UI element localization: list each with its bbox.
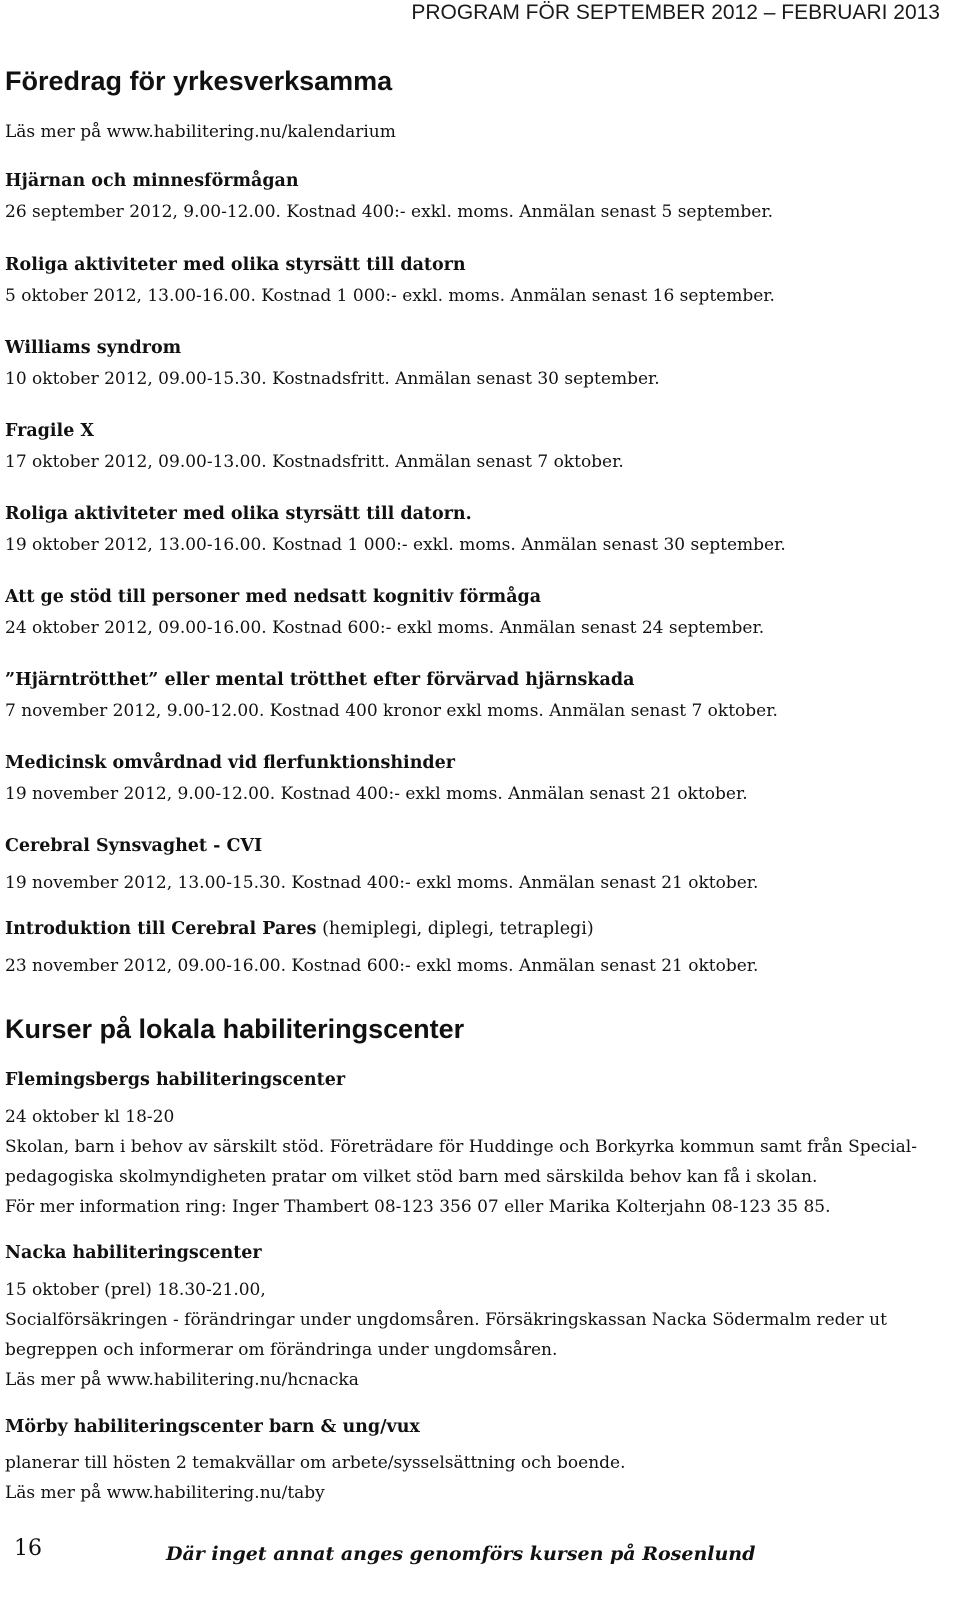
event-detail: 5 oktober 2012, 13.00-16.00. Kostnad 1 000:- exkl. moms. Anmälan senast 16 september. [5, 286, 775, 306]
event-title: Fragile X [5, 421, 95, 441]
event-title [5, 918, 594, 940]
center-line: 24 oktober kl 18-20 [5, 1107, 175, 1127]
center-line: Läs mer på www.habilitering.nu/taby [5, 1483, 325, 1503]
footer-note: Där inget annat anges genomförs kursen på Rosenlund [166, 1543, 756, 1565]
center-line: Socialförsäkringen - förändringar under ungdomsåren. Försäkringskassan Nacka Södermalm reder ut [5, 1310, 887, 1330]
center-name: Mörby habiliteringscenter barn & ung/vux [5, 1417, 420, 1437]
event-detail: 23 november 2012, 09.00-16.00. Kostnad 600:- exkl moms. Anmälan senast 21 oktober. [5, 956, 759, 976]
event-detail: 7 november 2012, 9.00-12.00. Kostnad 400 kronor exkl moms. Anmälan senast 7 oktober. [5, 701, 778, 721]
calendar-link-text: Läs mer på www.habilitering.nu/kalendarium [5, 122, 396, 142]
event-title: Williams syndrom [5, 338, 182, 358]
center-line: Läs mer på www.habilitering.nu/hcnacka [5, 1370, 359, 1390]
event-detail: 19 november 2012, 9.00-12.00. Kostnad 400:- exkl moms. Anmälan senast 21 oktober. [5, 784, 748, 804]
event-title: Medicinsk omvårdnad vid flerfunktionshinder [5, 753, 456, 773]
center-line: pedagogiska skolmyndigheten pratar om vilket stöd barn med särskilda behov kan få i skolan. [5, 1167, 818, 1187]
event-detail: 17 oktober 2012, 09.00-13.00. Kostnadsfritt. Anmälan senast 7 oktober. [5, 452, 624, 472]
center-name: Flemingsbergs habiliteringscenter [5, 1070, 346, 1090]
event-title: Cerebral Synsvaghet - CVI [5, 836, 263, 856]
center-name: Nacka habiliteringscenter [5, 1243, 262, 1263]
section-heading-local-courses: Kurser på lokala habiliteringscenter [5, 1014, 465, 1044]
event-detail: 26 september 2012, 9.00-12.00. Kostnad 400:- exkl. moms. Anmälan senast 5 september. [5, 202, 773, 222]
event-detail: 24 oktober 2012, 09.00-16.00. Kostnad 600:- exkl moms. Anmälan senast 24 september. [5, 618, 765, 638]
section-heading-presentations: Föredrag för yrkesverksamma [5, 66, 393, 96]
event-detail: 19 oktober 2012, 13.00-16.00. Kostnad 1 000:- exkl. moms. Anmälan senast 30 september. [5, 535, 786, 555]
center-line: 15 oktober (prel) 18.30-21.00, [5, 1280, 266, 1300]
center-line: begreppen och informerar om förändringa under ungdomsåren. [5, 1340, 558, 1360]
event-title: Hjärnan och minnesförmågan [5, 171, 299, 191]
page-number: 16 [14, 1536, 42, 1561]
event-detail: 10 oktober 2012, 09.00-15.30. Kostnadsfritt. Anmälan senast 30 september. [5, 369, 660, 389]
event-title: ”Hjärntrötthet” eller mental trötthet efter förvärvad hjärnskada [5, 670, 635, 690]
center-line: För mer information ring: Inger Thambert 08-123 356 07 eller Marika Kolterjahn 08-123 35 85. [5, 1197, 831, 1217]
event-title: Roliga aktiviteter med olika styrsätt till datorn [5, 255, 466, 275]
page-header: PROGRAM FÖR SEPTEMBER 2012 – FEBRUARI 2013 [411, 1, 940, 24]
center-line: planerar till hösten 2 temakvällar om arbete/sysselsättning och boende. [5, 1453, 626, 1473]
event-title: Roliga aktiviteter med olika styrsätt till datorn. [5, 504, 472, 524]
center-line: Skolan, barn i behov av särskilt stöd. Företrädare för Huddinge och Borkyrka kommun samt från Special- [5, 1137, 917, 1157]
event-title: Att ge stöd till personer med nedsatt kognitiv förmåga [5, 587, 542, 607]
event-title-extra: (hemiplegi, diplegi, tetraplegi) [316, 919, 594, 939]
event-detail: 19 november 2012, 13.00-15.30. Kostnad 400:- exkl moms. Anmälan senast 21 oktober. [5, 873, 759, 893]
event-title-main: Introduktion till Cerebral Pares [5, 919, 317, 939]
